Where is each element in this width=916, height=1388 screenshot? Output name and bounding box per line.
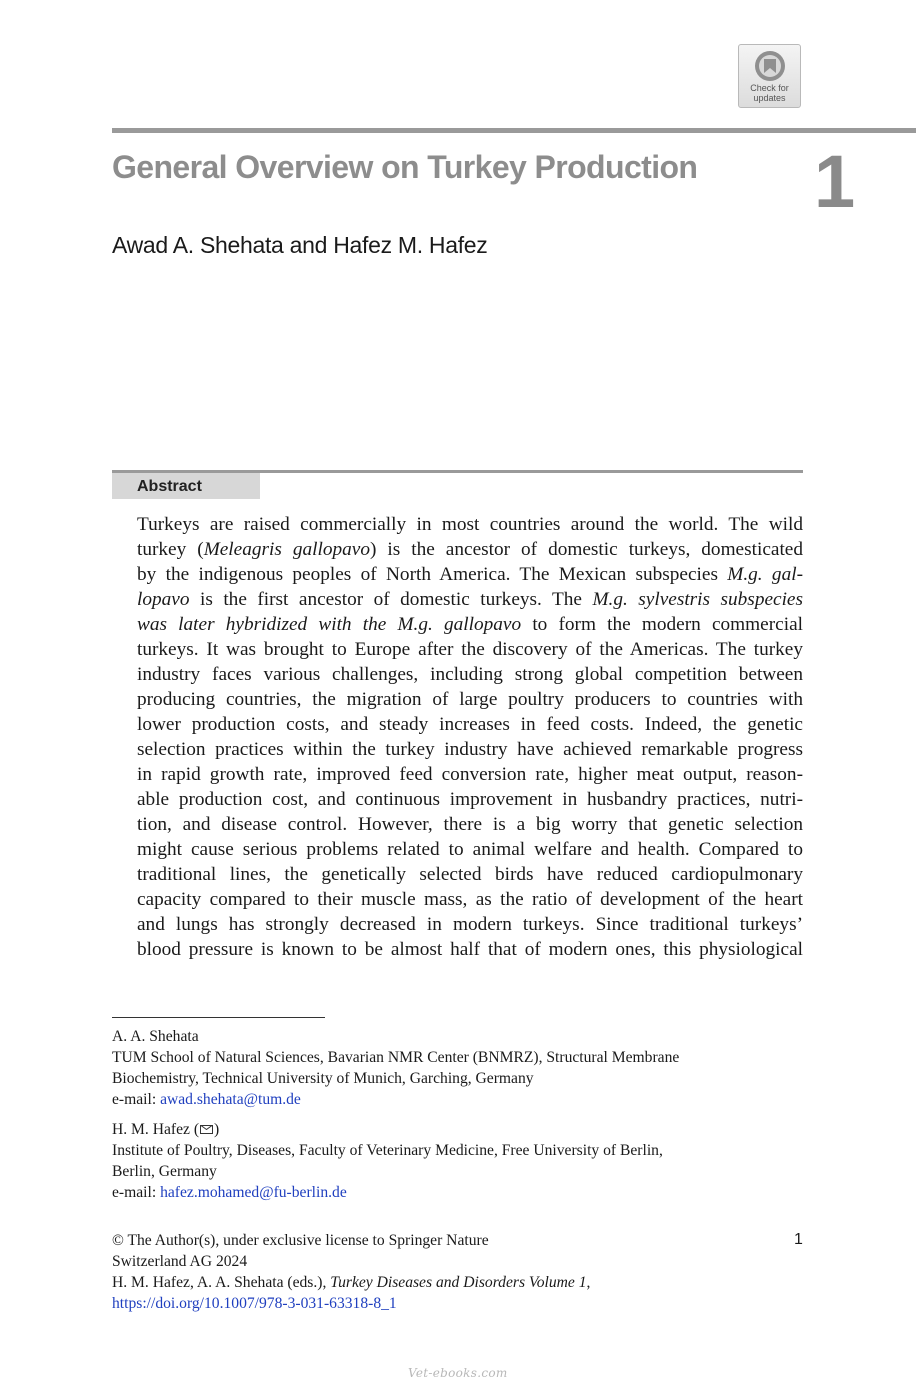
affiliation-name-row [112, 1119, 812, 1140]
affiliation-email-row [112, 1182, 812, 1203]
abstract-line: industry faces various challenges, including strong global competition between [137, 664, 803, 685]
chapter-title: General Overview on Turkey Production [112, 149, 698, 185]
abstract-line: and lungs has strongly decreased in modern turkeys. Since traditional turkeys’ [137, 914, 803, 935]
email-label: e-mail: [112, 1184, 161, 1201]
abstract-line: turkeys. It was brought to Europe after the discovery of the Americas. The turkey [137, 639, 803, 660]
abstract-line: was later hybridized with the M.g. gallopavo to form the modern commercial [137, 614, 803, 635]
page-number: 1 [794, 1231, 803, 1248]
citation-book-title: Turkey Diseases and Disorders Volume 1 [330, 1274, 587, 1291]
affiliation-name: A. A. Shehata [112, 1028, 199, 1045]
affiliation-line: TUM School of Natural Sciences, Bavarian NMR Center (BNMRZ), Structural Membrane [112, 1049, 680, 1066]
affiliation-line: Berlin, Germany [112, 1163, 217, 1180]
abstract-line: selection practices within the turkey industry have achieved remarkable progress [137, 739, 803, 760]
footnote-rule [112, 1017, 325, 1018]
badge-label: Check for updates [750, 83, 789, 103]
affiliation-name-suffix: ) [214, 1121, 220, 1138]
abstract-line: by the indigenous peoples of North America. The Mexican subspecies M.g. gal- [137, 564, 803, 585]
abstract-body [137, 512, 803, 962]
abstract-line: lower production costs, and steady increases in feed costs. Indeed, the genetic [137, 714, 803, 735]
copyright-line: © The Author(s), under exclusive license to Springer Nature [112, 1232, 489, 1249]
abstract-line: might cause serious problems related to animal welfare and health. Compared to [137, 839, 803, 860]
check-for-updates-badge[interactable] [738, 44, 801, 108]
affiliation-name: H. M. Hafez ( [112, 1121, 200, 1138]
header-rule [112, 128, 916, 133]
envelope-icon [200, 1125, 213, 1134]
abstract-line: producing countries, the migration of large poultry producers to countries with [137, 689, 803, 710]
abstract-line: in rapid growth rate, improved feed conversion rate, higher meat output, reason- [137, 764, 803, 785]
chapter-number: 1 [814, 140, 856, 223]
affiliation-line: Biochemistry, Technical University of Munich, Garching, Germany [112, 1070, 534, 1087]
abstract-line: Turkeys are raised commercially in most countries around the world. The wild [137, 514, 803, 535]
doi-link[interactable]: https://doi.org/10.1007/978-3-031-63318-8_1 [112, 1295, 397, 1312]
citation-suffix: , [586, 1274, 591, 1291]
abstract-line: turkey (Meleagris gallopavo) is the ancestor of domestic turkeys, domesticated [137, 539, 804, 560]
abstract-line: lopavo is the first ancestor of domestic turkeys. The M.g. sylvestris subspecies [137, 589, 803, 610]
abstract-line: capacity compared to their muscle mass, as the ratio of development of the heart [137, 889, 803, 910]
citation-editors: H. M. Hafez, A. A. Shehata (eds.), [112, 1274, 331, 1291]
abstract-line: able production cost, and continuous improvement in husbandry practices, nutri- [137, 789, 803, 810]
watermark: Vet-ebooks.com [408, 1366, 508, 1380]
affiliation-email-row [112, 1089, 812, 1110]
affiliation-hafez [112, 1119, 812, 1203]
email-link[interactable]: hafez.mohamed@fu-berlin.de [160, 1184, 347, 1201]
abstract-line: traditional lines, the genetically selected birds have reduced cardiopulmonary [137, 864, 803, 885]
abstract-line: blood pressure is known to be almost half that of modern ones, this physiological [137, 939, 803, 960]
affiliation-shehata [112, 1026, 812, 1110]
email-label: e-mail: [112, 1091, 161, 1108]
bookmark-icon [753, 49, 787, 83]
abstract-heading: Abstract [112, 473, 260, 499]
affiliation-line: Institute of Poultry, Diseases, Faculty of Veterinary Medicine, Free University of Berlin, [112, 1142, 663, 1159]
abstract-line: tion, and disease control. However, there is a big worry that genetic selection [137, 814, 803, 835]
chapter-authors: Awad A. Shehata and Hafez M. Hafez [112, 232, 488, 258]
email-link[interactable]: awad.shehata@tum.de [160, 1091, 301, 1108]
citation-row [112, 1272, 812, 1293]
copyright-block [112, 1230, 812, 1314]
copyright-line: Switzerland AG 2024 [112, 1253, 248, 1270]
